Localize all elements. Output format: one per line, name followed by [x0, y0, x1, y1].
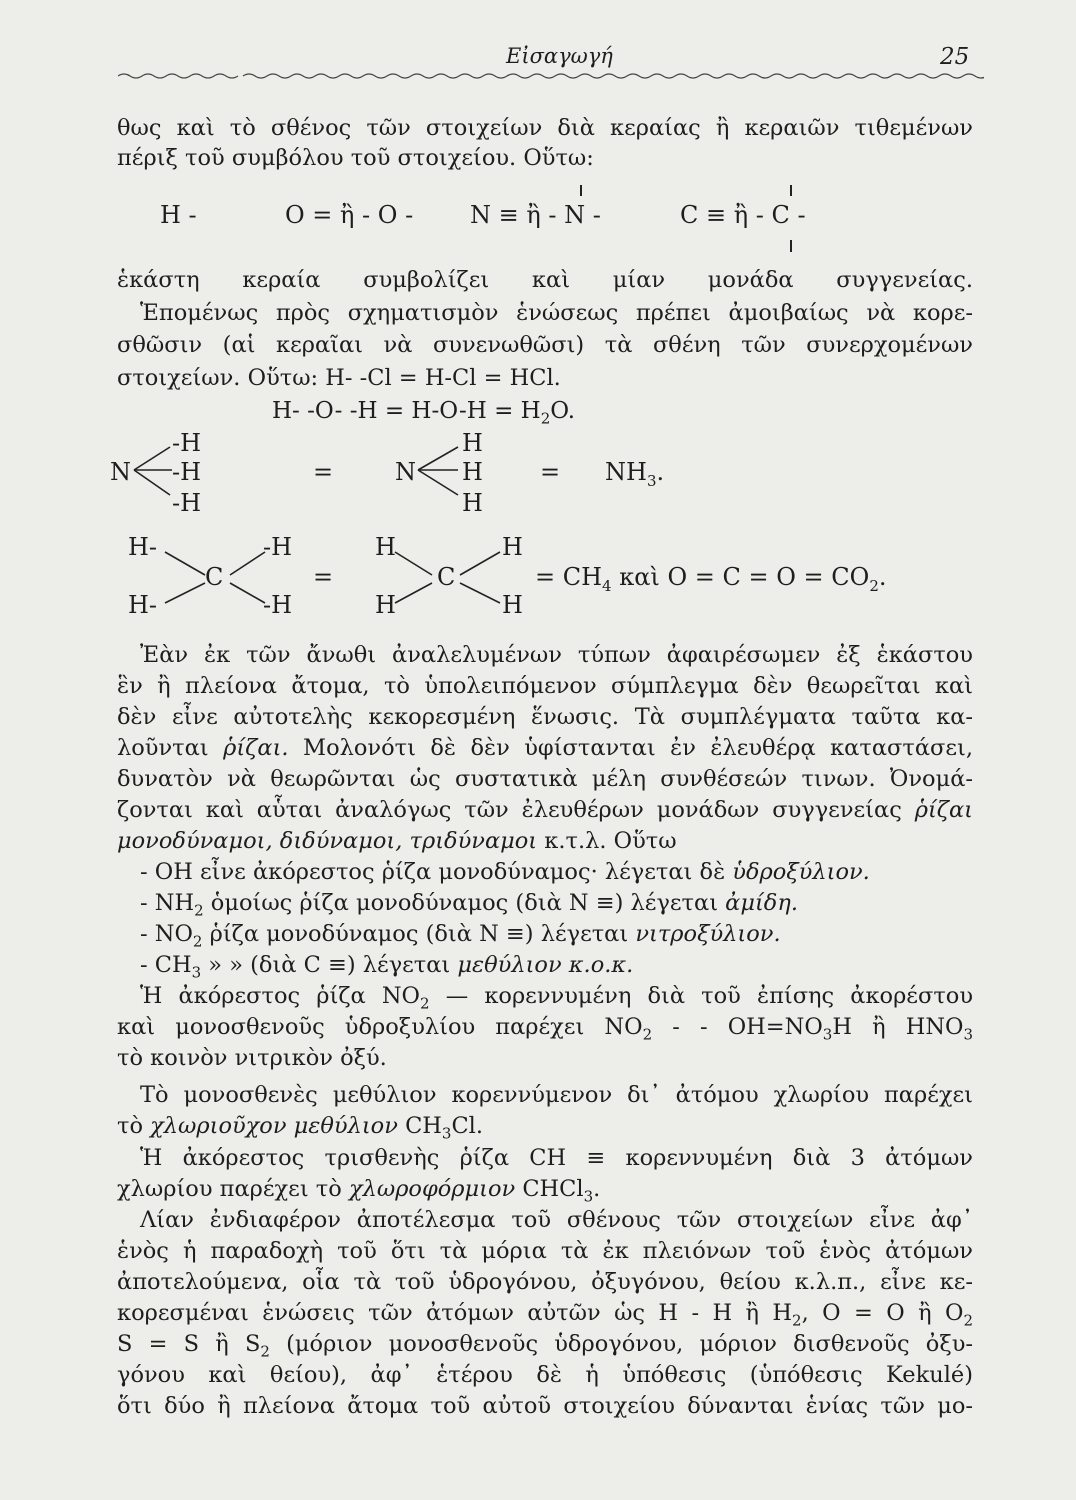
atom-h: H- — [128, 533, 158, 561]
atom-h: H — [502, 591, 523, 619]
atom-h: H — [462, 429, 483, 457]
formula-nh3: $NH_3$. — [605, 458, 665, 490]
text-line: στοιχείων. Οὕτω: H- -Cl = H-Cl = HCl. — [117, 365, 561, 391]
text-line: τὸ κοινὸν νιτρικὸν ὀξύ. — [117, 1045, 387, 1071]
atom-n: N — [110, 458, 131, 486]
radical-nh2: - $NH_2$ ὁμοίως ῥίζα μονοδύναμος (διὰ N ≡) λέγεται ἀμίδη. — [140, 890, 798, 920]
formula-ch4-co2: = $CH_4$ καὶ $O = C = O = CO_2$. — [535, 563, 887, 595]
formula-carbon: C ≡ ἢ - C - — [680, 201, 806, 229]
atom-h: -H — [263, 591, 293, 619]
radical-oh: - OH εἶνε ἀκόρεστος ῥίζα μονοδύναμος· λέγεται δὲ ὑδροξύλιον. — [140, 859, 870, 885]
atom-h: H — [375, 533, 396, 561]
formula-hydrogen: H - — [160, 201, 197, 229]
text-line: ὅτι δύο ἢ πλείονα ἄτομα τοῦ αὐτοῦ στοιχείου δύνανται ἑνίας τῶν μο- — [117, 1393, 973, 1419]
page-number: 25 — [940, 44, 970, 70]
text-line: δυνατὸν νὰ θεωρῶνται ὡς συστατικὰ μέλη συνθέσεών τινων. Ὀνομά- — [117, 766, 973, 792]
atom-c: C — [437, 563, 456, 591]
text-line: ἀποτελούμενα, οἷα τὰ τοῦ ὑδρογόνου, ὀξυγόνου, θείου κ.λ.π., εἶνε κε- — [117, 1269, 973, 1295]
text-line: λοῦνται ῥίζαι. Μολονότι δὲ δὲν ὑφίστανται ἐν ἐλευθέρᾳ καταστάσει, — [117, 735, 974, 761]
atom-h: H- — [128, 591, 158, 619]
atom-h: -H — [172, 458, 202, 486]
equals-sign: = — [313, 563, 334, 591]
atom-n: N — [395, 458, 416, 486]
equals-sign: = — [540, 458, 561, 486]
text-line: Ἡ ἀκόρεστος ῥίζα $NO_2$ — κορεννυμένη διὰ τοῦ ἐπίσης ἀκορέστου — [140, 983, 973, 1013]
running-header: Εἰσαγωγή — [506, 44, 613, 68]
text-line: S = S ἢ $S_2$ (μόριον μονοσθενοῦς ὑδρογόνου, μόριον δισθενοῦς ὀξυ- — [117, 1331, 974, 1361]
text-line: τὸ χλωριοῦχον μεθύλιον $CH_3Cl$. — [117, 1113, 484, 1143]
text-line: κορεσμέναι ἑνώσεις τῶν ἀτόμων αὐτῶν ὡς H - H ἢ $H_2$, O = O ἢ $O_2$ — [117, 1300, 974, 1330]
atom-c: C — [205, 563, 224, 591]
text-line: Λίαν ἐνδιαφέρον ἀποτέλεσμα τοῦ σθένους τῶν στοιχείων εἶνε ἀφ᾽ — [140, 1207, 973, 1233]
formula-nitrogen: N ≡ ἢ - N - — [470, 201, 601, 229]
text-line: καὶ μονοσθενοῦς ὑδροξυλίου παρέχει $NO_2$ - - $OH=NO_3H$ ἢ $HNO_3$ — [117, 1014, 973, 1044]
text-line: πέριξ τοῦ συμβόλου τοῦ στοιχείου. Οὕτω: — [117, 145, 594, 171]
radical-ch3: - $CH_3$ » » (διὰ C ≡) λέγεται μεθύλιον κ.ο.κ. — [140, 952, 634, 982]
text-line: χλωρίου παρέχει τὸ χλωροφόρμιον CHCl$_3$. — [117, 1176, 601, 1206]
equals-sign: = — [313, 458, 334, 486]
text-line: ζονται καὶ αὗται ἀναλόγως τῶν ἐλευθέρων μονάδων συγγενείας ῥίζαι — [117, 797, 973, 823]
text-line: ἓν ἢ πλείονα ἄτομα, τὸ ὑπολειπόμενον σύμπλεγμα δὲν θεωρεῖται καὶ — [117, 673, 973, 699]
atom-h: H — [462, 489, 483, 517]
atom-h: H — [462, 458, 483, 486]
atom-h: -H — [172, 429, 202, 457]
text-line: θως καὶ τὸ σθένος τῶν στοιχείων διὰ κεραίας ἢ κεραιῶν τιθεμένων — [117, 115, 973, 141]
formula-water: H- -O- $-H = H-O-H = H_2O$. — [272, 398, 576, 428]
text-line: μονοδύναμοι, διδύναμοι, τριδύναμοι κ.τ.λ. Οὕτω — [117, 828, 677, 854]
atom-h: H — [502, 533, 523, 561]
text-line: Ἡ ἀκόρεστος τρισθενὴς ῥίζα CH ≡ κορεννυμένη διὰ 3 ἀτόμων — [140, 1145, 973, 1171]
text-line: ἑνὸς ἡ παραδοχὴ τοῦ ὅτι τὰ μόρια τὰ ἐκ πλειόνων τοῦ ἑνὸς ἀτόμων — [117, 1238, 973, 1264]
text-line: γόνου καὶ θείου), ἀφ᾽ ἑτέρου δὲ ἡ ὑπόθεσις (ὑπόθεσις Kekulé) — [117, 1362, 973, 1388]
formula-oxygen: O = ἢ - O - — [285, 201, 414, 229]
radical-no2: - $NO_2$ ῥίζα μονοδύναμος (διὰ N ≡) λέγεται νιτροξύλιον. — [140, 921, 781, 951]
text-line: Ἑπομένως πρὸς σχηματισμὸν ἑνώσεως πρέπει ἀμοιβαίως νὰ κορε- — [140, 300, 973, 326]
text-line: Ἐὰν ἐκ τῶν ἄνωθι ἀναλελυμένων τύπων ἀφαιρέσωμεν ἐξ ἑκάστου — [140, 642, 973, 668]
atom-h: -H — [172, 489, 202, 517]
text-line: δὲν εἶνε αὐτοτελὴς κεκορεσμένη ἕνωσις. Τὰ συμπλέγματα ταῦτα κα- — [117, 704, 973, 730]
atom-h: -H — [263, 533, 293, 561]
text-line: Τὸ μονοσθενὲς μεθύλιον κορεννύμενον δι᾽ ἀτόμου χλωρίου παρέχει — [140, 1082, 973, 1108]
text-line: σθῶσιν (αἱ κεραῖαι νὰ συνενωθῶσι) τὰ σθένη τῶν συνερχομένων — [117, 332, 973, 358]
text-line: ἑκάστη κεραία συμβολίζει καὶ μίαν μονάδα συγγενείας. — [117, 267, 973, 293]
atom-h: H — [375, 591, 396, 619]
